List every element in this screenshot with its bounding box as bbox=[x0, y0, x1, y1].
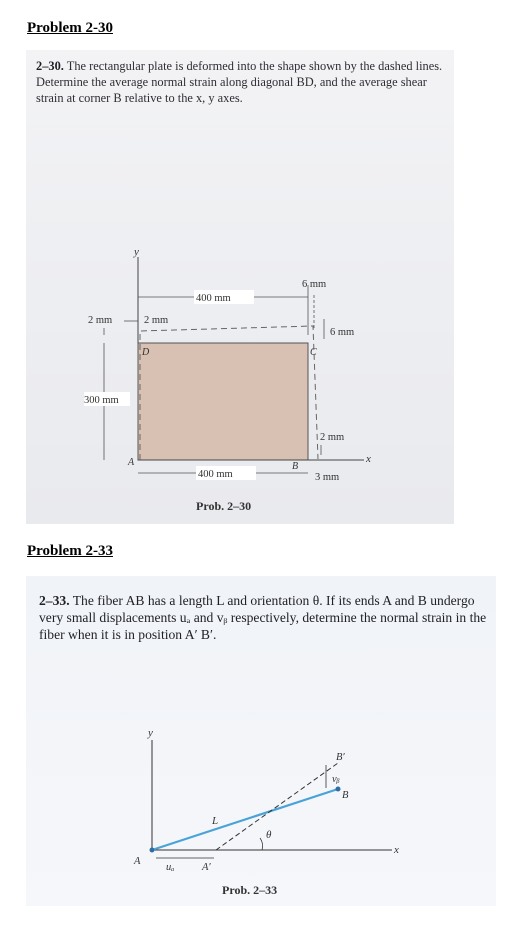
deformed-plate-figure bbox=[26, 235, 446, 525]
figure-caption: Prob. 2–30 bbox=[196, 499, 252, 513]
a-prime-label: A′ bbox=[202, 862, 211, 873]
point-a bbox=[150, 848, 155, 853]
y-axis-label: y bbox=[148, 727, 153, 739]
problem-2-30-statement bbox=[36, 58, 446, 106]
figure-caption: Prob. 2–33 bbox=[222, 883, 278, 897]
fiber-a-prime-b-prime bbox=[216, 763, 338, 850]
right-drop-label: 6 mm bbox=[330, 327, 355, 338]
theta-label: θ bbox=[266, 829, 272, 841]
plate bbox=[138, 343, 308, 460]
top-width-label: 400 mm bbox=[196, 293, 231, 304]
problem-number: 2–33. bbox=[39, 593, 70, 608]
problem-number: 2–30. bbox=[36, 59, 64, 73]
a-label: A bbox=[134, 856, 141, 867]
fiber-figure bbox=[26, 720, 446, 910]
b-prime-label: B′ bbox=[336, 752, 345, 763]
bottom-width-label: 400 mm bbox=[198, 469, 233, 480]
corner-a-label: A bbox=[128, 457, 135, 468]
corner-d-label: D bbox=[142, 347, 150, 358]
length-label: L bbox=[212, 815, 219, 827]
ua-label: uₐ bbox=[166, 862, 175, 873]
x-axis-label: x bbox=[394, 844, 399, 856]
left-shift-label: 2 mm bbox=[88, 315, 113, 326]
corner-b-label: B bbox=[292, 461, 299, 472]
problem-heading-2-33: Problem 2-33 bbox=[27, 543, 113, 559]
problem-heading-2-30: Problem 2-30 bbox=[27, 20, 113, 36]
point-b bbox=[336, 787, 341, 792]
problem-text: The fiber AB has a length L and orientation θ. If its ends A and B undergo very small displacements uₐ and vᵦ respectively, determine the normal strain in the fiber when it is in position A′ B′. bbox=[39, 593, 487, 642]
top-shift-label: 2 mm bbox=[144, 315, 169, 326]
corner-c-label: C bbox=[310, 347, 317, 358]
x-axis-label: x bbox=[366, 453, 371, 465]
fiber-ab bbox=[152, 789, 338, 850]
problem-text: The rectangular plate is deformed into the shape shown by the dashed lines. Determine the average normal strain along diagonal BD, and the average shear strain at corner B relative to the x, y axes. bbox=[36, 59, 443, 105]
right-shift-label: 2 mm bbox=[320, 432, 345, 443]
bottom-shift-label: 3 mm bbox=[315, 472, 340, 483]
corner-offset-label: 6 mm bbox=[302, 279, 327, 290]
vb-label: vᵦ bbox=[332, 774, 340, 785]
height-label: 300 mm bbox=[84, 395, 119, 406]
problem-2-33-statement bbox=[39, 592, 487, 643]
y-axis-label: y bbox=[134, 246, 139, 258]
b-label: B bbox=[342, 790, 349, 801]
